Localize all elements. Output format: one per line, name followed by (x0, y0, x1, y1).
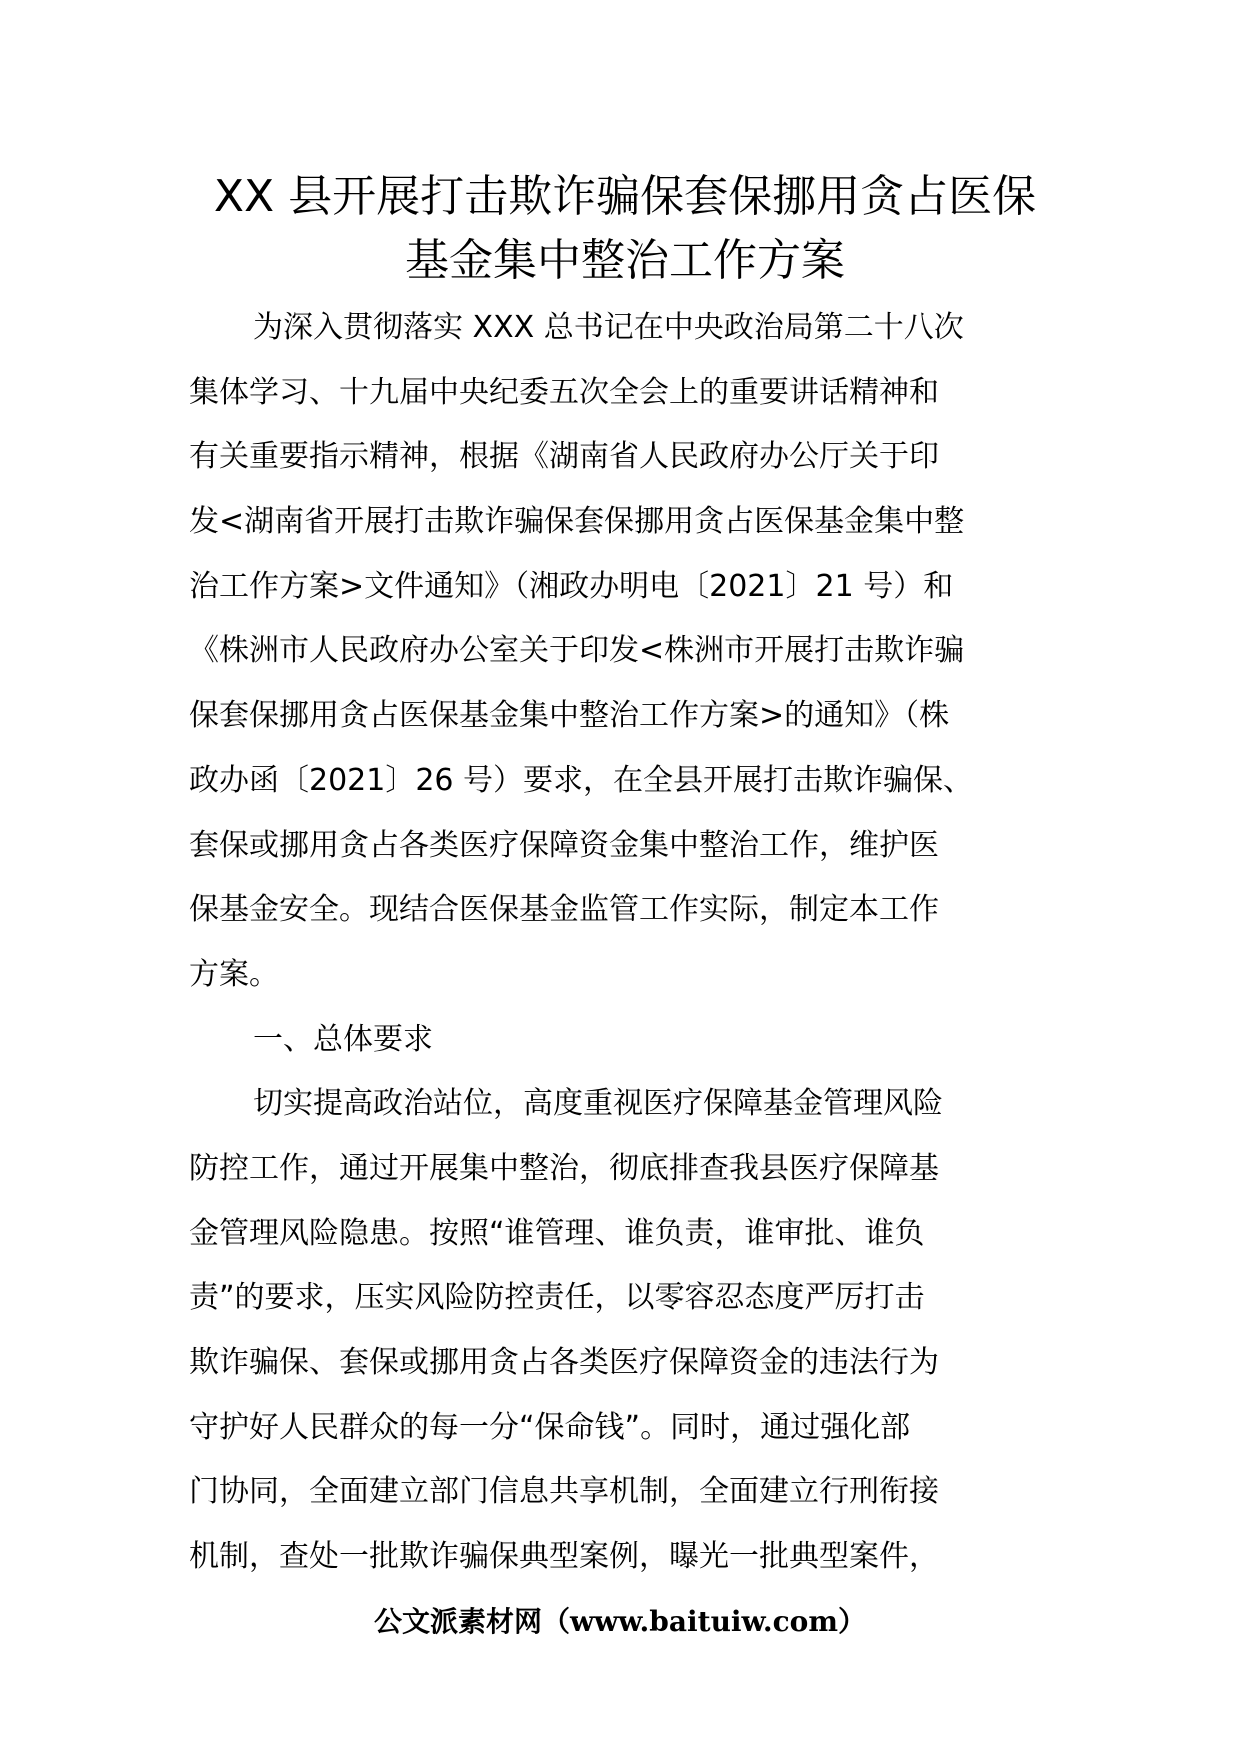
paragraph-line: 责”的要求，压实风险防控责任，以零容忍态度严厉打击 (189, 1280, 925, 1316)
paragraph-line: 政办函〔2021〕26 号）要求，在全县开展打击欺诈骗保、 (189, 762, 974, 798)
paragraph-line: 发<湖南省开展打击欺诈骗保套保挪用贪占医保基金集中整 (189, 504, 965, 540)
paragraph-line: 治工作方案>文件通知》（湘政办明电〔2021〕21 号）和 (189, 568, 954, 604)
paragraph-line: 保基金安全。现结合医保基金监管工作实际，制定本工作 (189, 892, 939, 928)
document-body (189, 296, 1069, 1590)
paragraph-line: 有关重要指示精神，根据《湖南省人民政府办公厅关于印 (189, 439, 939, 475)
paragraph-line: 金管理风险隐患。按照“谁管理、谁负责，谁审批、谁负 (189, 1215, 925, 1251)
paragraph-line: 集体学习、十九届中央纪委五次全会上的重要讲话精神和 (189, 374, 939, 410)
paragraph-line: 套保或挪用贪占各类医疗保障资金集中整治工作，维护医 (189, 827, 939, 863)
paragraph-line: 方案。 (189, 956, 279, 992)
paragraph-line: 机制，查处一批欺诈骗保典型案例，曝光一批典型案件， (189, 1539, 939, 1575)
paragraph-line: 切实提高政治站位，高度重视医疗保障基金管理风险 (253, 1086, 943, 1122)
section-heading: 一、总体要求 (253, 1021, 433, 1057)
document-title-line-1: XX 县开展打击欺诈骗保套保挪用贪占医保 (213, 171, 1037, 222)
paragraph-line: 为深入贯彻落实 XXX 总书记在中央政治局第二十八次 (253, 310, 964, 345)
paragraph-line: 防控工作，通过开展集中整治，彻底排查我县医疗保障基 (189, 1150, 939, 1186)
footer-watermark: 公文派素材网（www.baituiw.com） (374, 1605, 866, 1638)
paragraph-line: 《株洲市人民政府办公室关于印发<株洲市开展打击欺诈骗 (189, 633, 965, 669)
paragraph-line: 守护好人民群众的每一分“保命钱”。同时，通过强化部 (189, 1409, 911, 1445)
paragraph-line: 保套保挪用贪占医保基金集中整治工作方案>的通知》（株 (189, 698, 950, 734)
document-title-line-2: 基金集中整治工作方案 (405, 235, 845, 286)
paragraph-line: 欺诈骗保、套保或挪用贪占各类医疗保障资金的违法行为 (189, 1345, 939, 1380)
paragraph-line: 门协同，全面建立部门信息共享机制，全面建立行刑衔接 (189, 1474, 939, 1510)
